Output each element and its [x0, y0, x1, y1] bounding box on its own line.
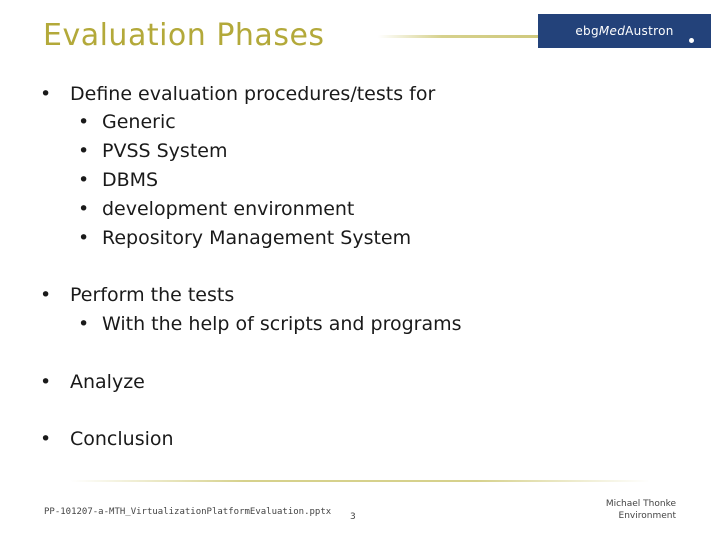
footer-divider [70, 480, 650, 482]
footer-section: Environment [618, 511, 676, 521]
footer-author: Michael Thonke [605, 499, 676, 509]
logo-text-ebg: ebg [575, 24, 599, 38]
sub-bullet-item [78, 311, 462, 337]
bullet-item [40, 282, 234, 308]
sub-bullet-item [78, 225, 411, 251]
bullet-icon: • [78, 198, 90, 220]
bullet-item [40, 426, 174, 452]
footer-filename: PP-101207-a-MTH_VirtualizationPlatformEvaluation.pptx [44, 507, 332, 517]
sub-bullet-item [78, 196, 354, 222]
logo-dot-icon [689, 38, 694, 43]
page-number: 3 [350, 512, 356, 522]
bullet-icon: • [40, 428, 52, 450]
bullet-item [40, 369, 145, 395]
footer-author-block [606, 498, 676, 522]
title-divider [378, 35, 538, 38]
bullet-icon: • [78, 140, 90, 162]
bullet-text: Generic [102, 111, 176, 133]
bullet-icon: • [78, 227, 90, 249]
slide-title: Evaluation Phases [43, 18, 325, 53]
bullet-icon: • [78, 169, 90, 191]
bullet-text: development environment [102, 198, 355, 220]
bullet-item [40, 81, 435, 107]
bullet-text: With the help of scripts and programs [102, 313, 462, 335]
logo-text-med: Med [598, 24, 626, 38]
sub-bullet-item [78, 109, 176, 135]
bullet-text: PVSS System [102, 140, 228, 162]
logo-text-austron: Austron [625, 24, 674, 38]
bullet-icon: • [78, 313, 90, 335]
bullet-text: DBMS [102, 169, 159, 191]
bullet-text: Analyze [70, 371, 145, 393]
company-logo [538, 14, 711, 48]
bullet-icon: • [40, 371, 52, 393]
bullet-text: Perform the tests [70, 284, 235, 306]
bullet-text: Repository Management System [102, 227, 412, 249]
bullet-icon: • [40, 83, 52, 105]
sub-bullet-item [78, 167, 158, 193]
sub-bullet-item [78, 138, 227, 164]
bullet-icon: • [40, 284, 52, 306]
bullet-text: Define evaluation procedures/tests for [70, 83, 436, 105]
bullet-text: Conclusion [70, 428, 174, 450]
bullet-icon: • [78, 111, 90, 133]
